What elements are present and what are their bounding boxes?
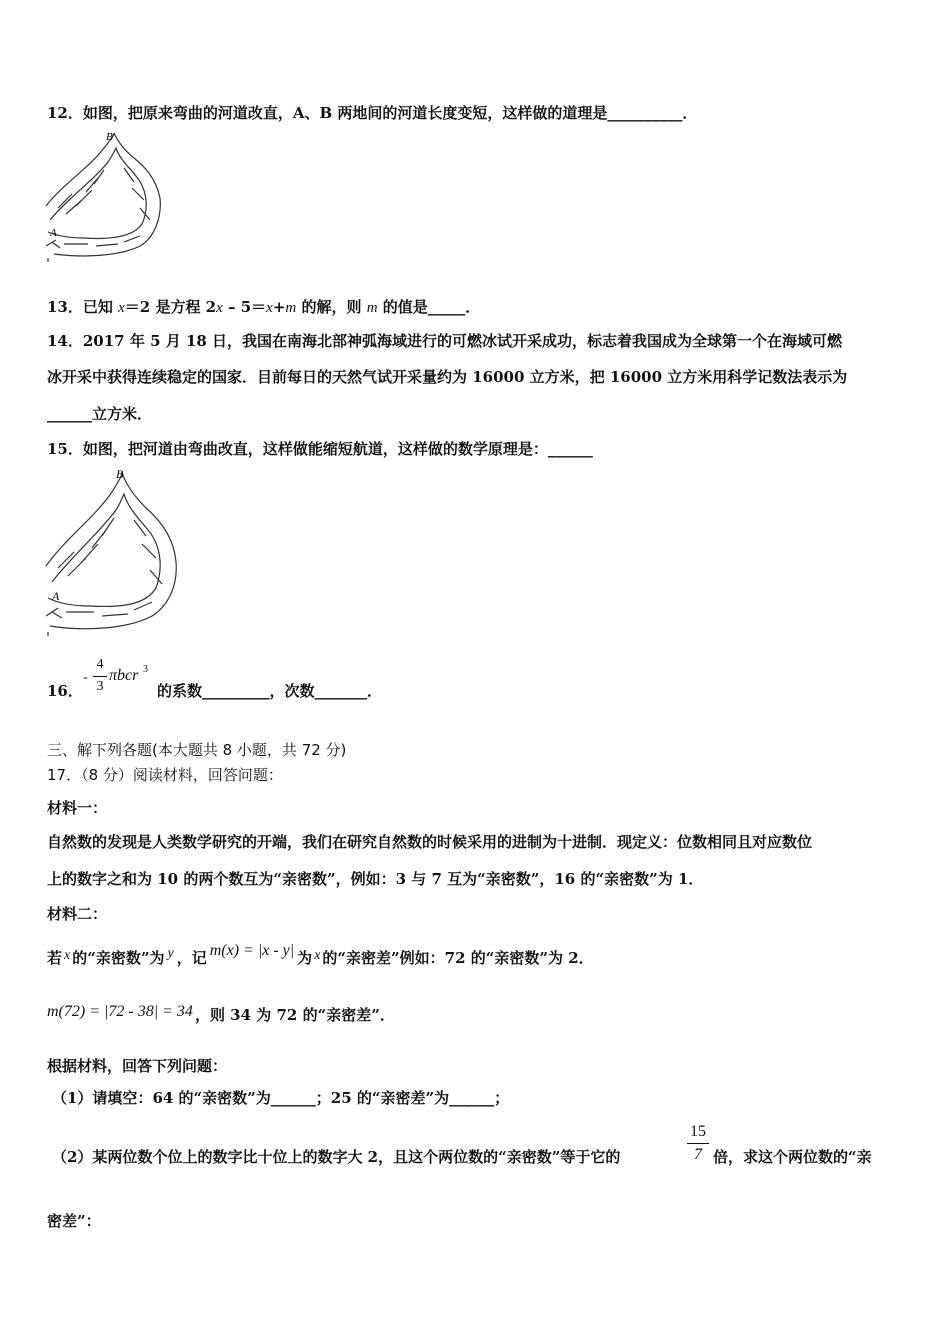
q17-head: 17．（8 分）阅读材料，回答问题： — [47, 766, 283, 784]
q17-frac-num: 15 — [690, 1123, 706, 1140]
q17-definition: 若 x 的“亲密数”为 y ，记 m(x) = |x - y| 为 x 的“亲密差”例如：72 的“亲密数”为 2． — [47, 942, 594, 967]
fig1-label-a: A — [50, 227, 57, 239]
q17-material1-line2: 上的数字之和为 10 的两个数互为“亲密数”，例如：3 与 7 互为“亲密数”，16 的“亲密数”为 1． — [47, 870, 704, 888]
q17-part2-b: 倍，求这个两位数的“亲 — [713, 1148, 872, 1166]
q17-material2-title: 材料二： — [47, 905, 108, 923]
m-x-formula: m(x) = |x - y| — [209, 942, 295, 959]
river-figure-2 — [44, 466, 180, 636]
section-3-title: 三、解下列各题(本大题共 8 小题，共 72 分) — [47, 741, 347, 759]
fig2-label-a: A — [52, 589, 60, 603]
q17-part1: （1）请填空：64 的“亲密数”为______；25 的“亲密差”为______； — [52, 1089, 510, 1107]
q14-line2: 冰开采中获得连续稳定的国家．目前每日的天然气试开采量约为 16000 立方米，把 16000 立方米用科学记数法表示为 — [47, 368, 848, 386]
q16-frac-den: 3 — [96, 679, 104, 694]
q16-tail: 的系数_________，次数_______． — [157, 682, 383, 700]
q17-part2-a: （2）某两位数个位上的数字比十位上的数字大 2，且这个两位数的“亲密数”等于它的 — [52, 1148, 621, 1166]
q17-example: m(72) = |72 - 38| = 34 ，则 34 为 72 的“亲密差”． — [47, 1003, 395, 1024]
q16-num: 16． — [47, 682, 83, 700]
q17-frac-den: 7 — [694, 1146, 702, 1163]
q16-frac-bar — [93, 676, 107, 677]
q12-text: 12．如图，把原来弯曲的河道改直，A、B 两地间的河道长度变短，这样做的道理是__________． — [47, 104, 698, 122]
fig2-label-b: B — [116, 467, 124, 481]
q17-frac-bar — [687, 1143, 709, 1144]
q16-frac-num: 4 — [96, 657, 104, 672]
q17-material1-title: 材料一： — [47, 799, 108, 817]
q15-text: 15．如图，把河道由弯曲改直，这样做能缩短航道，这样做的数学原理是：______ — [47, 440, 593, 458]
river-figure-1 — [44, 128, 164, 262]
q14-line1: 14．2017 年 5 月 18 日，我国在南海北部神弧海域进行的可燃冰试开采成功，标志着我国成为全球第一个在海域可燃 — [47, 332, 843, 350]
fig1-label-b: B — [106, 131, 113, 143]
q17-part2-c: 密差”： — [47, 1212, 101, 1230]
q16-expr: πbcr — [109, 667, 139, 684]
q17-material1-line1: 自然数的发现是人类数学研究的开端，我们在研究自然数的时候采用的进制为十进制．现定义：位数相同且对应数位 — [47, 833, 813, 851]
q16-exponent: 3 — [143, 664, 148, 675]
q14-line3: ______立方米． — [47, 405, 153, 423]
m72-formula: m(72) = |72 - 38| = 34 — [47, 1003, 193, 1020]
q16-neg-sign: - — [83, 670, 88, 685]
q13-text: 13．已知 x＝2 是方程 2x – 5＝x+m 的解，则 m 的值是_____． — [47, 298, 481, 316]
q17-ask: 根据材料，回答下列问题： — [47, 1057, 228, 1075]
